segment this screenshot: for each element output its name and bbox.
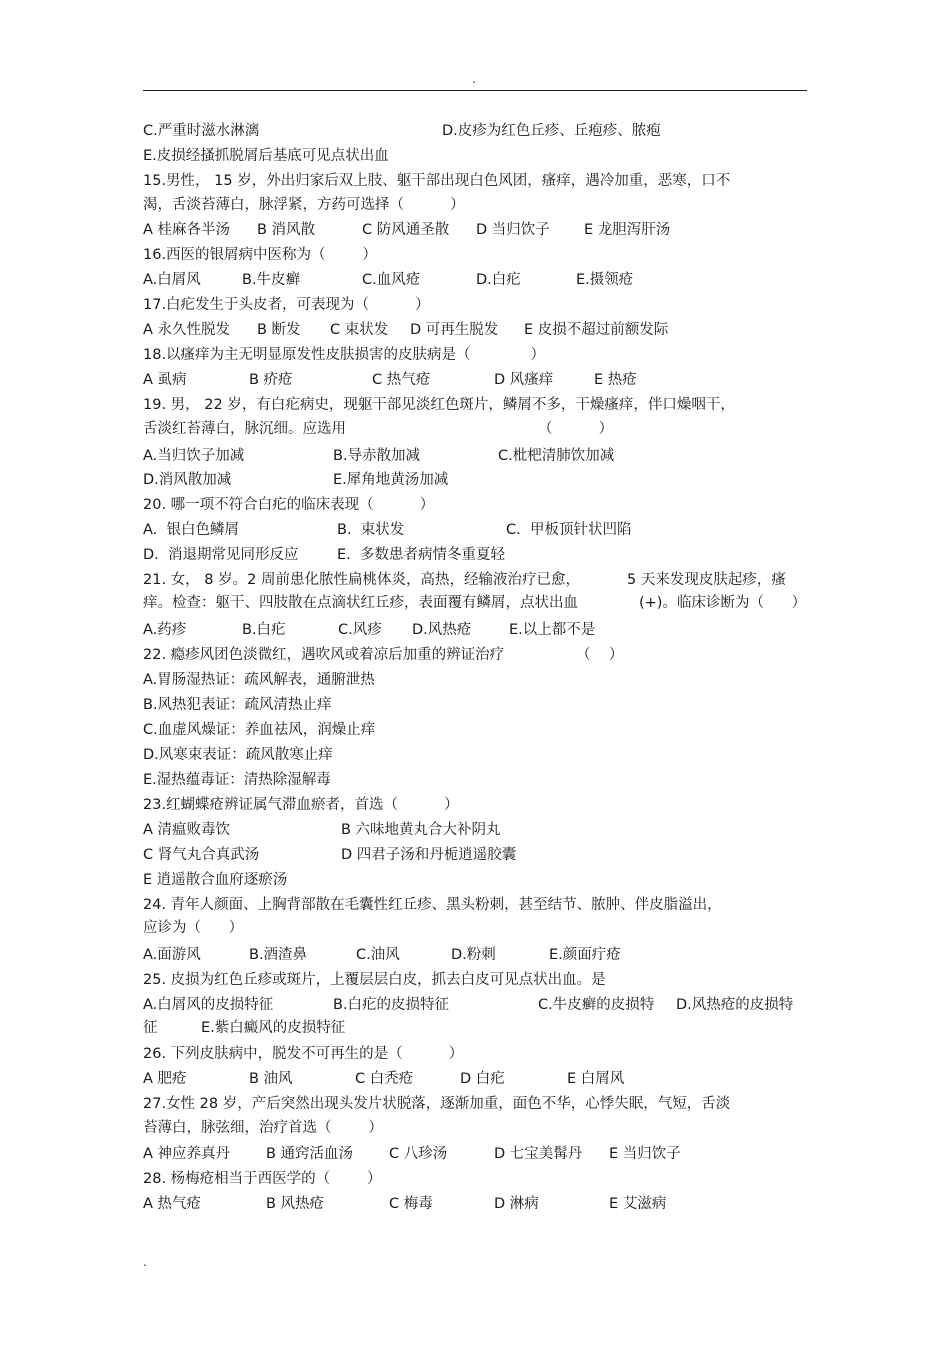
question-20: 20. 哪一项不符合白疕的临床表现（ ） xyxy=(143,497,435,513)
question-15-cont: 渴，舌淡苔薄白，脉浮紧，方药可选择（ ） xyxy=(143,197,465,213)
option-a: A.当归饮子加减 xyxy=(143,448,245,464)
option-a: A 神应养真丹 xyxy=(143,1146,231,1162)
option-e: E 艾滋病 xyxy=(609,1196,667,1212)
option-d: D 四君子汤和丹栀逍遥胶囊 xyxy=(341,847,517,863)
option-a: A.白屑风的皮损特征 xyxy=(143,997,274,1013)
option-d: D 可再生脱发 xyxy=(410,322,499,338)
option-d: D.风寒束表证：疏风散寒止痒 xyxy=(143,747,333,763)
question-15: 15.男性， 15 岁，外出归家后双上肢、躯干部出现白色风团，瘙痒，遇冷加重，恶寒，口不 xyxy=(143,173,731,189)
option-b: B. 束状发 xyxy=(337,522,405,538)
answer-paren: （ ） xyxy=(538,421,614,437)
question-23: 23.红蝴蝶疮辨证属气滞血瘀者，首选（ ） xyxy=(143,797,459,813)
option-e: E.湿热蕴毒证：清热除湿解毒 xyxy=(143,772,331,788)
question-24-cont: 应诊为（ ） xyxy=(143,920,244,936)
option-d: D.白疕 xyxy=(476,272,521,288)
option-b: B 六味地黄丸合大补阴丸 xyxy=(341,822,501,838)
question-21-tail: 5 天来发现皮肤起疹，瘙 xyxy=(627,572,786,588)
option-b: B 通窍活血汤 xyxy=(266,1146,354,1162)
option-d: D 风瘙痒 xyxy=(494,372,554,388)
option-b: B.导赤散加减 xyxy=(333,448,421,464)
question-19-cont: 舌淡红苔薄白，脉沉细。应选用 xyxy=(143,421,346,437)
option-c: C. 甲板顶针状凹陷 xyxy=(506,522,632,538)
option-d: D.风热疮 xyxy=(412,622,472,638)
option-e: E 白屑风 xyxy=(567,1071,625,1087)
question-21-tail: (+)。临床诊断为（ ） xyxy=(639,595,807,611)
option-a: A 桂麻各半汤 xyxy=(143,222,231,238)
answer-paren: （ ） xyxy=(576,647,624,663)
option-c: C 肾气丸合真武汤 xyxy=(143,847,260,863)
option-b: B 疥疮 xyxy=(249,372,293,388)
option-e: E 龙胆泻肝汤 xyxy=(584,222,671,238)
option-line: C.严重时滋水淋漓 xyxy=(143,123,260,139)
option-b: B.酒渣鼻 xyxy=(249,947,308,963)
option-line: E.皮损经搔抓脱屑后基底可见点状出血 xyxy=(143,148,389,164)
question-16: 16.西医的银屑病中医称为（ ） xyxy=(143,247,377,263)
question-25: 25. 皮损为红色丘疹或斑片，上覆层层白皮，抓去白皮可见点状出血。是 xyxy=(143,972,606,988)
option-e: E.摄领疮 xyxy=(576,272,634,288)
option-d: D 淋病 xyxy=(494,1196,539,1212)
option-c: C.枇杷清肺饮加减 xyxy=(498,448,615,464)
question-21-cont: 痒。检查：躯干、四肢散在点滴状红丘疹，表面覆有鳞屑，点状出血 xyxy=(143,595,578,611)
option-line: D.皮疹为红色丘疹、丘疱疹、脓疱 xyxy=(442,123,661,139)
option-b: B.白疕的皮损特征 xyxy=(333,997,450,1013)
header-mark: . xyxy=(472,72,476,86)
option-a: A 虱病 xyxy=(143,372,187,388)
option-a: A 永久性脱发 xyxy=(143,322,231,338)
option-a: A 肥疮 xyxy=(143,1071,187,1087)
question-22: 22. 瘾疹风团色淡微红，遇吹风或着凉后加重的辨证治疗 xyxy=(143,647,505,663)
option-d: D 白疕 xyxy=(460,1071,505,1087)
question-28: 28. 杨梅疮相当于西医学的（ ） xyxy=(143,1171,382,1187)
option-a: A. 银白色鳞屑 xyxy=(143,522,239,538)
footer-mark: . xyxy=(143,1255,147,1269)
option-c: C 防风通圣散 xyxy=(362,222,450,238)
question-27: 27.女性 28 岁，产后突然出现头发片状脱落，逐渐加重，面色不华，心悸失眠，气短，舌淡 xyxy=(143,1096,731,1112)
option-c: C.牛皮癣的皮损特 xyxy=(538,997,655,1013)
option-c: C.油风 xyxy=(356,947,400,963)
option-b: B.风热犯表证：疏风清热止痒 xyxy=(143,697,332,713)
question-19: 19. 男， 22 岁，有白疕病史，现躯干部见淡红色斑片，鳞屑不多，干燥瘙痒，伴口燥咽干， xyxy=(143,397,735,413)
option-e: E.犀角地黄汤加减 xyxy=(333,472,449,488)
header-rule xyxy=(143,90,807,91)
question-18: 18.以瘙痒为主无明显原发性皮肤损害的皮肤病是（ ） xyxy=(143,347,545,363)
option-c: C 白秃疮 xyxy=(355,1071,414,1087)
option-d-cont: 征 xyxy=(143,1020,158,1036)
option-e: E 当归饮子 xyxy=(609,1146,681,1162)
question-27-cont: 苔薄白，脉弦细，治疗首选（ ） xyxy=(143,1120,383,1136)
option-d: D.风热疮的皮损特 xyxy=(676,997,794,1013)
option-a: A 热气疮 xyxy=(143,1196,202,1212)
option-a: A 清瘟败毒饮 xyxy=(143,822,231,838)
option-e: E 皮损不超过前额发际 xyxy=(524,322,669,338)
option-c: C 梅毒 xyxy=(389,1196,433,1212)
option-e: E.颜面疔疮 xyxy=(549,947,621,963)
option-e: E. 多数患者病情冬重夏轻 xyxy=(337,547,505,563)
question-24: 24. 青年人颜面、上胸背部散在毛囊性红丘疹、黑头粉刺，甚至结节、脓肿、伴皮脂溢出， xyxy=(143,897,722,913)
option-d: D.消风散加减 xyxy=(143,472,232,488)
option-b: B 油风 xyxy=(249,1071,293,1087)
option-d: D.粉刺 xyxy=(451,947,496,963)
option-a: A.面游风 xyxy=(143,947,201,963)
option-c: C.风疹 xyxy=(338,622,382,638)
option-d: D 七宝美髯丹 xyxy=(494,1146,583,1162)
option-b: B 风热疮 xyxy=(266,1196,325,1212)
option-c: C.血风疮 xyxy=(362,272,421,288)
option-a: A.胃肠湿热证：疏风解表，通腑泄热 xyxy=(143,672,375,688)
option-b: B.牛皮癣 xyxy=(242,272,301,288)
option-e: E 热疮 xyxy=(594,372,637,388)
option-e: E.以上都不是 xyxy=(509,622,596,638)
option-e: E.紫白癜风的皮损特征 xyxy=(201,1020,346,1036)
option-c: C 热气疮 xyxy=(372,372,431,388)
option-a: A.药疹 xyxy=(143,622,187,638)
question-17: 17.白疕发生于头皮者，可表现为（ ） xyxy=(143,297,430,313)
option-b: B 消风散 xyxy=(257,222,316,238)
option-a: A.白屑风 xyxy=(143,272,201,288)
option-c: C.血虚风燥证：养血祛风，润燥止痒 xyxy=(143,722,376,738)
option-b: B 断发 xyxy=(257,322,301,338)
option-e: E 逍遥散合血府逐瘀汤 xyxy=(143,872,288,888)
question-26: 26. 下列皮肤病中，脱发不可再生的是（ ） xyxy=(143,1046,464,1062)
option-d: D. 消退期常见同形反应 xyxy=(143,547,299,563)
question-21: 21. 女， 8 岁。2 周前患化脓性扁桃体炎，高热，经输液治疗已愈， xyxy=(143,572,580,588)
option-c: C 束状发 xyxy=(330,322,389,338)
option-b: B.白疕 xyxy=(242,622,286,638)
option-c: C 八珍汤 xyxy=(389,1146,448,1162)
option-d: D 当归饮子 xyxy=(476,222,550,238)
